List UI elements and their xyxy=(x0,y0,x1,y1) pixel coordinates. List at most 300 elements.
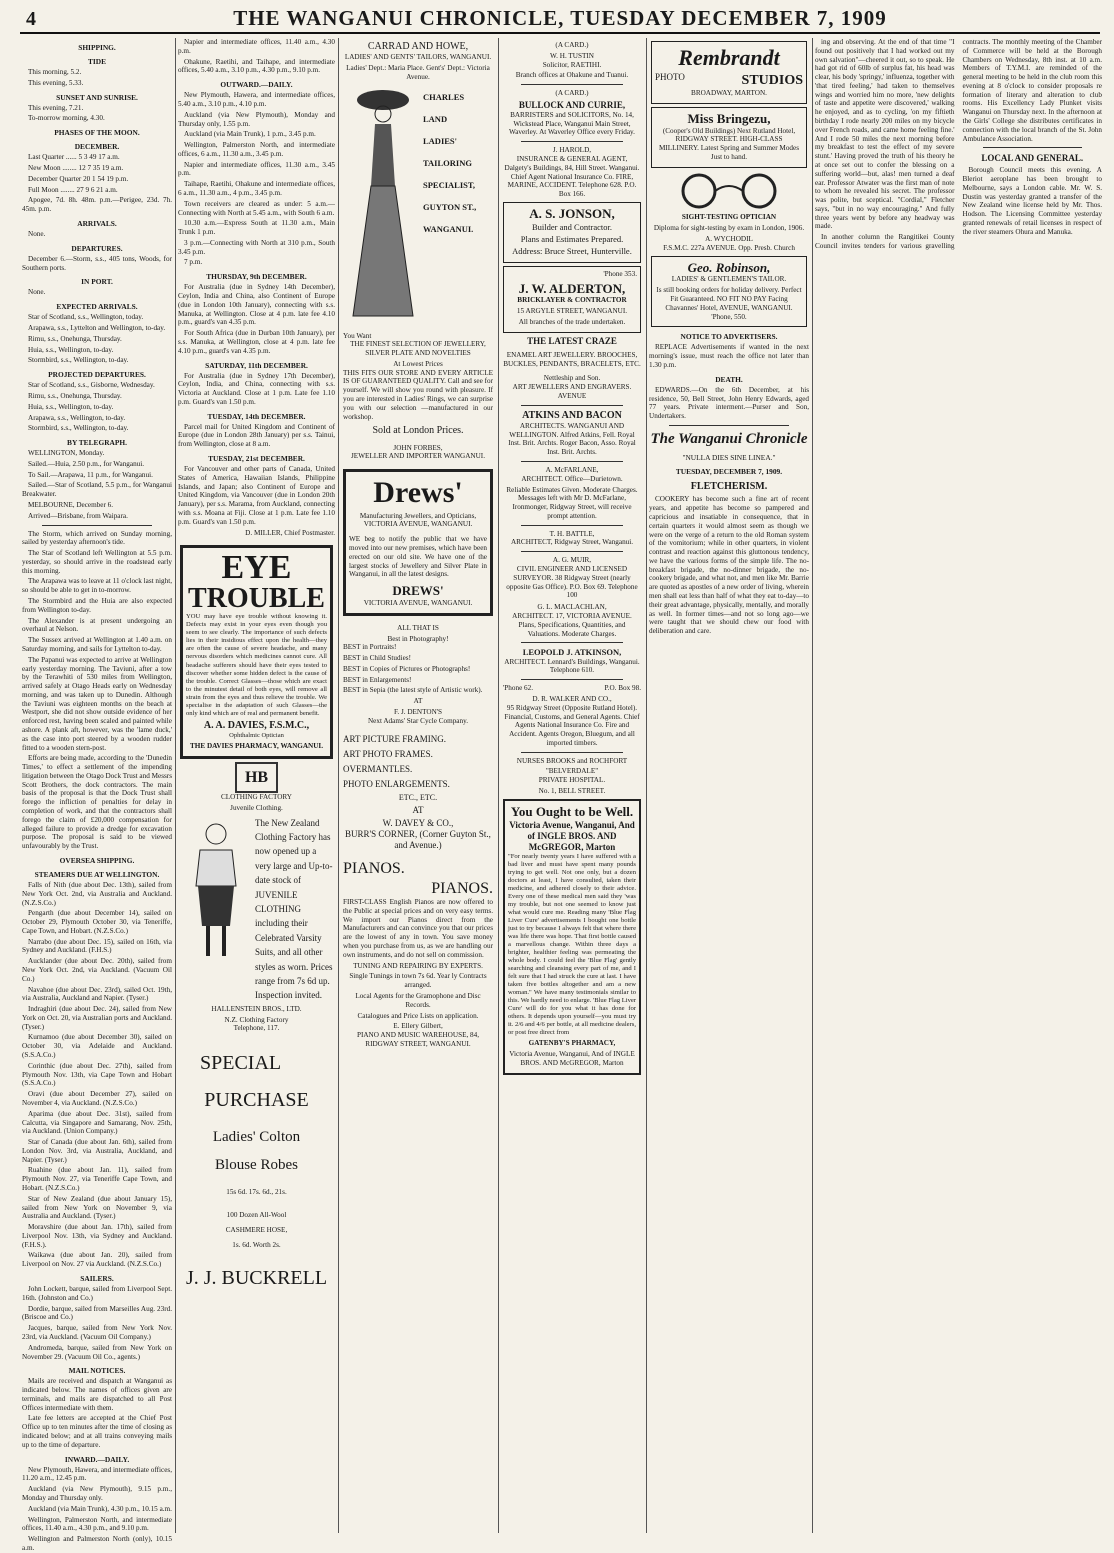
telegraph-line: Sailed.—Huia, 2.50 p.m., for Wanganui. xyxy=(28,459,145,468)
news-paragraph: The Papanui was expected to arrive at Wellington early yesterday morning. The Taviuni, after a tow by the Terawhiti of 530 miles from Wellington, arrived safely at Otago Heads early on Wednesday morning, and was taken up to Dunedin. Although the Taviuni was eighteen months on the beach at Westport, she did not show outside evidence of her enforced rest, having been scaled and painted while ashore. A plank aft, however, was the 'lame duck,' as the case into port steered by a wooden rudder fitted to a wooden stern-post. xyxy=(22,655,172,752)
news-paragraph: Efforts are being made, according to the 'Dunedin Times,' to effect a settlement of the impending litigation between the Otago Dock Trust and Messrs Scott Brothers, the dock contractors. The main basis of the proposal is that the Dock Trust shall forego the infliction of penalties for delay in completion of work, and that the contractors shall forego the claim of £20,000 compensation for alleged failure to provide a dredge for excavation purpose. The proposal is said to be viewed unfavourably by the Trust. xyxy=(22,754,172,851)
news-paragraph: The Star of Scotland left Wellington at 5.5 p.m. yesterday, so should arrive in the roadstead early this morning. xyxy=(22,549,172,575)
ad-line: STUDIOS xyxy=(741,72,803,88)
divider xyxy=(521,551,623,552)
ad-line: 100 Dozen All-Wool xyxy=(226,1211,287,1220)
ad-line: PRIVATE HOSPITAL. xyxy=(538,776,606,785)
ad-body: YOU may have eye trouble without knowing it. Defects may exist in your eyes even though you seem to see clearly. The importance of such defects lies in their insidious effect upon the health—they are often the cause of severe headache, and many nervous disorders which medicines cannot cure. All headache sufferers should have their eyes tested to discover whether some hidden defect is the cause of the trouble. Correct Glasses—those which are exact to the minutest detail of both eyes, will remove all strain from the eyes and thus relieve the trouble. We specialise in the adaptation of such Glasses—the only kind which are of real and permanent benefit. xyxy=(186,613,327,717)
card-name: A. McFARLANE, xyxy=(545,466,599,475)
harold-card xyxy=(503,146,641,199)
expected-line: Arapawa, s.s., Lyttelton and Wellington, to-day. xyxy=(28,324,166,332)
ad-body: Is still booking orders for holiday delivery. Perfect Fit Guaranteed. NO FIT NO PAY Facing Chavannes' Hotel, AVENUE, WANGANUI. 'Phone, 550. xyxy=(656,286,802,321)
column-mail-and-ads xyxy=(178,38,335,1533)
column-rule xyxy=(175,38,176,1533)
spectacles-icon xyxy=(659,171,799,211)
ad-subtitle: Victoria Avenue, Wanganui, And of INGLE BROS. AND McGREGOR, Marton xyxy=(509,819,635,852)
projected-line: Rimu, s.s., Onehunga, Thursday. xyxy=(28,391,122,400)
ad-side-line: GUYTON ST., xyxy=(423,202,477,212)
arrivals-text: None. xyxy=(28,230,46,238)
mail-line: New Plymouth, Hawera, and intermediate offices, 5.40 a.m., 3.10 p.m., 4.10 p.m. xyxy=(178,91,335,108)
ad-name: Geo. Robinson, xyxy=(687,259,771,275)
ad-line: THE FINEST SELECTION OF JEWELLERY, SILVER PLATE AND NOVELTIES xyxy=(350,340,486,358)
editorial-heading: FLETCHERISM. xyxy=(690,481,768,493)
expected-line: Star of Scotland, s.s., Wellington, today. xyxy=(28,313,144,322)
card-line: BRICKLAYER & CONTRACTOR xyxy=(517,296,627,305)
mail-line: Late fee letters are accepted at the Chief Post Office up to ten minutes after the time of closing as indicated below; and at all trains conveying mails up to the time of departure. xyxy=(22,1414,172,1449)
card-body: ARCHITECT. 17, VICTORIA AVENUE. Plans, Specifications, Quantities, and Valuations. Moderate Charges. xyxy=(512,611,632,638)
ad-side-line: SPECIALIST, xyxy=(423,179,476,190)
card-name: A. G. MUIR, xyxy=(552,556,592,565)
john-forbes-ad xyxy=(343,332,493,462)
card-subtitle: ARCHITECT. Office—Durietown. xyxy=(521,474,623,483)
card-line: All branches of the trade undertaken. xyxy=(518,318,626,327)
mail-date-heading: SATURDAY, 11th DECEMBER. xyxy=(205,360,308,370)
telegraph-line: MELBOURNE, December 6. xyxy=(28,501,114,509)
atkins-bacon-card xyxy=(503,410,641,457)
divider xyxy=(521,752,623,753)
ad-side-line: WANGANUI. xyxy=(423,224,474,235)
ad-list-item: BEST in Enlargements! xyxy=(343,675,412,684)
article-paragraph: In another column the Rangitikei County Council invites tenders for various gravelling contracts. The monthly meeting of the Chamber of Commerce will be held at the Borough Chambers on Wednesday, 8th inst. at 10 a.m. Members of T.Y.M.I. are reminded of the general meeting to be held in the club room this evening at 8 o'clock to consider proposals re formation of literary and alteration to club rooms. His Excellency Lady Plunket visits Wanganui on Thursday next. In the afternoon at the Girls' College she distributes certificates in connection with the local branch of the St. John Ambulance Association. xyxy=(815,38,1102,250)
card-name: T. H. BATTLE, xyxy=(549,529,595,538)
expected-line: Huia, s.s., Wellington, to-day. xyxy=(28,345,114,354)
ad-list-item: BEST in Sepia (the latest style of Artistic work). xyxy=(343,686,483,695)
ad-name: Nettleship and Son. xyxy=(543,374,601,383)
pianos-ad xyxy=(343,859,493,1049)
death-heading: DEATH. xyxy=(715,374,743,384)
card-box: P.O. Box 98. xyxy=(604,684,641,693)
ad-body: "For nearly twenty years I have suffered with a bad liver and must have spent many pounds trying to get well. Not one only, but a dozen doctors at least, I have consulted, taken their medicine, and adhered closely to their advice. Every one of these medical men said they 'was my trouble, but not one seemed to know just what would cure me. Reading many 'Blue Flag Liver Cure' advertisements I bought one bottle just to try because I always felt that where there was life there was hope. That first bottle caused a marvellous change. Within three days a brighter, healthier feeling was permeating the whole body. I could feel the 'Blue Flag' gently searching and cleansing every part of me, and I felt sure that I had struck the cure at last. I have taken five bottles altogether and am a new woman." We have many testimonials similar to this. We hardly need to enlarge. 'Blue Flag Liver Cure' will do for you what it has done for others. It depends upon yourself—you must try it. 2/6 and 4/6 per bottle, at all medicine dealers, or post free direct from xyxy=(508,852,636,1037)
card-body: Reliable Estimates Given. Moderate Charges. Messages left with Mr D. McFarlane, Ironmonger, Ridgway Street, will receive prompt attention. xyxy=(506,485,638,520)
atkinson-card xyxy=(503,647,641,675)
departures-text: December 6.—Storm, s.s., 405 tons, Woods, for Southern ports. xyxy=(22,254,172,272)
ad-title: EYE xyxy=(221,549,292,587)
nettleship-ad xyxy=(503,336,641,401)
ad-line: CASHMERE HOSE, xyxy=(225,1226,288,1235)
mail-line: Auckland (via New Plymouth), Monday and Thursday only, 1.55 p.m. xyxy=(178,110,335,128)
card-body: CIVIL ENGINEER AND LICENSED SURVEYOR. 38 Ridgway Street (nearly opposite Gas Office). P.O. Box 69. Telephone 100 xyxy=(506,565,638,600)
divider xyxy=(42,525,152,526)
ad-subtitle: PIANO AND MUSIC WAREHOUSE, 84, RIDGWAY STREET, WANGANUI. xyxy=(356,1031,480,1048)
oversea-line: Falls of Nith (due about Dec. 13th), sailed from New York Oct. 2nd, via Australia and Auckland. (N.Z.S.Co.) xyxy=(22,880,172,907)
mail-line: Town receivers are cleared as under: 5 a.m.—Connecting with North at 5.45 a.m., with South 6 a.m. xyxy=(178,199,335,217)
ad-name: J. J. BUCKRELL xyxy=(185,1266,328,1289)
mail-line: Wellington, Palmerston North, and intermediate offices, 11.40 a.m., 4.30 p.m., and 9.10 p.m. xyxy=(22,1515,172,1533)
card-name: D. R. WALKER AND CO., xyxy=(532,695,612,703)
mail-line: 10.30 a.m.—Express South at 11.30 a.m., Main Trunk 1 p.m. xyxy=(178,219,335,237)
oversea-line: Narrabo (due about Dec. 15), sailed on 16th, via Sydney and Auckland. (F.H.S.) xyxy=(22,937,172,955)
ad-name: N.Z. Clothing Factory xyxy=(224,1015,289,1024)
mail-line: New Plymouth, Hawera, and intermediate offices, 11.20 a.m., 12.45 p.m. xyxy=(22,1465,172,1483)
card-line: Plans and Estimates Prepared. xyxy=(520,234,624,245)
ad-title: THE LATEST CRAZE xyxy=(527,335,617,346)
card-subtitle: ARCHITECT, Ridgway Street, Wanganui. xyxy=(510,538,634,547)
page-number: 4 xyxy=(26,8,36,30)
mail-line: For Vancouver and other parts of Canada, United States of America, Hawaiian Islands, Philippine Islands, and Japan; also Continent of Europe and United Kingdom, via Vancouver (due in London 20th January), per s.s. Marama, from Auckland, connecting with s.s. Moana at Fiji. Close at 1 p.m. Late fee 1.10 p.m. Guard's van 1.50 p.m. xyxy=(178,465,335,526)
ad-title: Drews' xyxy=(373,476,463,510)
mail-line: Napier and intermediate offices, 11.30 a.m., 3.45 p.m. xyxy=(178,160,335,178)
ad-line: Ladies' Colton xyxy=(212,1128,301,1145)
ad-body: (Cooper's Old Buildings) Next Rutland Hotel, RIDGWAY STREET. HIGH-CLASS MILLINERY. Latest Spring and Summer Modes Just to hand. xyxy=(658,126,799,161)
telegraph-line: WELLINGTON, Monday. xyxy=(28,449,105,458)
mail-heading: MAIL NOTICES. xyxy=(68,1366,126,1376)
hb-logo: HB xyxy=(235,762,278,794)
article-paragraph: ing and observing. At the end of that time "I found out positively that I had worked out my own salvation"—cheered it out, so to speak. He had got rid of 60lb of surplus fat, his head was clear, his body 'springy,' influenza, together with 'that tired feeling,' had taken to themselves wings and worried him no more, 'new delights of taste and appetite were discovered,' walking he enjoyed, and as to cycling, 'on my fiftieth birthday I rode nearly 200 miles on my bicycle over French roads, and came home feeling fine.' And I rode 50 miles the next morning before my breakfast to test the effect of my severe stunt.' Having proved the truth of his theory he at once set out to confer the blessing on a suffering world—but, alas! men turned a deaf ear. Professor Atwater was the first man of note to whom he revealed his secret. The professor was polite, but sceptical. "Cordial," Fletcher says, "but in no way encouraging." And fully three years went by before any headway was made. xyxy=(815,38,955,231)
projected-departures-heading: PROJECTED DEPARTURES. xyxy=(48,370,146,380)
ad-subtitle: JEWELLER AND IMPORTER WANGANUI. xyxy=(351,452,485,461)
ad-line: Catalogues and Price Lists on application. xyxy=(357,1011,479,1020)
ad-subtitle: LADIES' AND GENTS' TAILORS, WANGANUI. xyxy=(344,53,492,62)
card-name: W. H. TUSTIN xyxy=(550,51,594,60)
ad-title: TROUBLE xyxy=(188,583,325,615)
editorial-masthead: The Wanganui Chronicle xyxy=(650,430,808,447)
telegraph-line: Sailed.—Star of Scotland, 5.5 p.m., for Wanganui Breakwater. xyxy=(22,481,172,499)
ad-side-line: LADIES' xyxy=(423,135,458,146)
ad-highlight: Sold at London Prices. xyxy=(372,425,464,437)
ad-body: THIS FITS OUR STORE AND EVERY ARTICLE IS OF GUARANTEED QUALITY. Call and see for yourself. We will show you round with pleasure. If you are interested in Ladies' Rings, we can surprise you with our selection —manufactured in our workshop. xyxy=(343,368,493,421)
denton-photography-ad xyxy=(343,624,493,726)
card-line: Builder and Contractor. xyxy=(531,221,613,232)
card-body: BARRISTERS and SOLICITORS, No. 14, Wickstead Place, Wanganui Main Street, Waverley. At Waverley Office every Friday. xyxy=(509,110,635,137)
battle-card xyxy=(503,530,641,548)
card-phone: 'Phone 62. xyxy=(503,684,534,693)
ad-subtitle: LADIES' & GENTLEMEN'S TAILOR. xyxy=(671,275,787,284)
projected-line: Star of Scotland, s.s., Gisborne, Wednesday. xyxy=(28,381,155,390)
buckrell-ad xyxy=(180,1051,333,1290)
shipping-heading: SHIPPING. xyxy=(78,43,116,52)
card-line: Address: Bruce Street, Hunterville. xyxy=(512,246,632,257)
ad-highlight: At Lowest Prices xyxy=(393,359,443,368)
card-name: LEOPOLD J. ATKINSON, xyxy=(522,647,622,658)
mail-line: For South Africa (due in Durban 10th January), per s.s. Manuka, at Wellington, close at 4 p.m. late fee 4.10 p.m., guard's van 4.35 p.m. xyxy=(178,329,335,355)
ad-line: NURSES BROOKS and ROCHFORT xyxy=(516,756,628,765)
expected-line: Stormbird, s.s., Wellington, to-day. xyxy=(28,356,129,365)
mail-date-heading: THURSDAY, 9th DECEMBER. xyxy=(206,272,307,282)
oversea-line: Aucklander (due about Dec. 20th), sailed from New York Oct. 2nd, via Auckland. (Vacuum Oil Co.) xyxy=(22,957,172,983)
news-paragraph: The Alexander is at present undergoing an overhaul at Nelson. xyxy=(22,616,172,634)
ad-address: BROADWAY, MARTON. xyxy=(691,88,767,97)
divider xyxy=(983,147,1083,148)
eye-trouble-ad xyxy=(180,545,333,758)
divider xyxy=(521,141,623,142)
moon-line: December Quarter 20 1 54 19 p.m. xyxy=(28,174,129,183)
local-general-heading: LOCAL AND GENERAL. xyxy=(981,153,1084,164)
column-rule xyxy=(338,38,339,1533)
ad-firm: HALLENSTEIN BROS., LTD. xyxy=(211,1004,302,1013)
robinson-tailor-ad xyxy=(651,256,807,328)
ad-body: The New Zealand Clothing Factory has now opened up a very large and Up-to-date stock of JUVENILE CLOTHING including their Celebrated Varsity Suits, and all other styles as worn. Prices range from 7s 6d up. Inspection invited. xyxy=(255,817,333,1001)
mail-subheading: OUTWARD.—DAILY. xyxy=(220,80,293,90)
column-rule xyxy=(646,38,647,1533)
ad-line: PHOTO ENLARGEMENTS. xyxy=(343,778,450,789)
moon-month: DECEMBER. xyxy=(74,142,120,152)
telegraph-line: Arrived—Brisbane, from Waipara. xyxy=(28,511,128,520)
divider xyxy=(521,642,623,643)
davey-framing-ad xyxy=(343,734,493,852)
tide-line: This morning, 5.2. xyxy=(28,68,82,77)
ad-title: Juvenile Clothing. xyxy=(230,803,283,812)
expected-arrivals-heading: EXPECTED ARRIVALS. xyxy=(56,302,138,312)
notice-text: REPLACE Advertisements if wanted in the next morning's issue, must reach the office not later than 1.30 p.m. xyxy=(649,343,809,369)
ad-side-line: CHARLES xyxy=(423,91,465,102)
sailer-line: Dordie, barque, sailed from Marseilles Aug. 23rd. (Briscoe and Co.) xyxy=(22,1304,172,1322)
ad-price: 15s 6d. 17s. 6d., 21s. xyxy=(226,1188,287,1197)
boy-illustration xyxy=(180,816,252,966)
ad-subtitle: Ophthalmic Optician xyxy=(229,731,284,739)
mail-line: Ohakune, Raetihi, and Taihape, and intermediate offices, 5.40 a.m., 3.10 p.m., 4.30 p.m., 9.10 p.m. xyxy=(178,57,335,75)
ad-line: PHOTO xyxy=(655,71,685,82)
oversea-line: Pengarth (due about December 14), sailed on October 29, Plymouth October 30, via Teneriffe, Cape Town, and Hobart. (N.Z.S.Co.) xyxy=(22,909,172,935)
sailer-line: Jacques, barque, sailed from New York Nov. 23rd, via Auckland. (Vacuum Oil Company.) xyxy=(22,1324,172,1341)
drews-ad xyxy=(343,469,493,616)
ad-subtitle: Next Adams' Star Cycle Company. xyxy=(367,716,469,725)
ad-name: Miss Bringezu, xyxy=(687,110,771,126)
ad-line: Single Tunings in town 7s 6d. Year ly Contracts arranged. xyxy=(349,972,487,990)
column-rule xyxy=(498,38,499,1533)
tide-heading: TIDE xyxy=(87,57,107,67)
hb-logo-caption: CLOTHING FACTORY xyxy=(220,793,292,802)
sailers-heading: SAILERS. xyxy=(80,1274,114,1283)
oversea-line: Oravi (due about December 27), sailed on November 4, via Auckland. (N.Z.S.Co.) xyxy=(22,1090,172,1107)
sun-line: To-morrow morning, 4.30. xyxy=(28,114,105,123)
ad-title: PIANOS. xyxy=(431,879,493,897)
ad-subtitle: VICTORIA AVENUE, WANGANUI. xyxy=(363,599,473,608)
ad-list-item: BEST in Portraits! xyxy=(343,643,397,652)
ad-line: OVERMANTLES. xyxy=(343,763,413,774)
divider xyxy=(521,525,623,526)
mail-line: Napier and intermediate offices, 11.40 a.m., 4.30 p.m. xyxy=(178,38,335,55)
carrad-howe-ad xyxy=(343,41,493,326)
card-name: J. W. ALDERTON, xyxy=(518,280,626,296)
wychodil-optician-ad xyxy=(651,171,807,253)
news-paragraph: The Sussex arrived at Wellington at 1.40 a.m. on Saturday morning, and sails for Lyttelton to-day. xyxy=(22,636,172,653)
ad-title: You Ought to be Well. xyxy=(510,803,634,819)
card-label: (A CARD.) xyxy=(555,89,589,98)
mcfarlane-card xyxy=(503,466,641,521)
ad-body: ENAMEL ART JEWELLERY. BROOCHES, BUCKLES, PENDANTS, BRACELETS, ETC. xyxy=(503,350,641,368)
divider xyxy=(521,405,623,406)
ad-name: F. J. DENTON'S xyxy=(393,708,443,717)
card-body: Branch offices at Ohakune and Tuanui. xyxy=(515,71,629,80)
death-notice: EDWARDS.—On the 6th December, at his residence, 50, Bell Street, John Henry Edwards, aged 77 years. Private interment.—Purser and Son, Undertakers. xyxy=(649,385,809,421)
ad-title: SIGHT-TESTING OPTICIAN xyxy=(681,213,777,222)
ad-line: ART PICTURE FRAMING. xyxy=(343,733,447,744)
card-name: BULLOCK AND CURRIE, xyxy=(518,99,626,110)
ad-subtitle: F.S.M.C. 227a AVENUE. Opp. Presb. Church xyxy=(663,243,795,252)
ad-list-item: BEST in Child Studies! xyxy=(343,654,411,663)
card-body: ARCHITECTS. WANGANUI AND WELLINGTON. Alfred Atkins, Fell. Royal Inst. Brit. Archts. Roger Bacon, Asso. Royal Inst. Brit. Archts. xyxy=(508,421,636,457)
oversea-heading: OVERSEA SHIPPING. xyxy=(59,855,135,865)
ad-name: W. DAVEY & CO., xyxy=(382,818,454,829)
jonson-card xyxy=(503,202,641,263)
ad-subtitle: ART JEWELLERS AND ENGRAVERS. AVENUE xyxy=(512,383,632,400)
sun-heading: SUNSET AND SUNRISE. xyxy=(56,92,138,102)
mail-line: Taihape, Raetihi, Ohakune and intermediate offices, 6 a.m., 11.30 a.m., 4 p.m., 3.45 p.m. xyxy=(178,180,335,197)
news-paragraph: The Stormbird and the Huia are also expected from Wellington to-day. xyxy=(22,597,172,614)
news-paragraph: The Arapawa was to leave at 11 o'clock last night, so should be able to get in to-morrow. xyxy=(22,577,172,595)
ad-name: A. WYCHODIL xyxy=(705,235,753,244)
projected-line: Stormbird, s.s., Wellington, to-day. xyxy=(28,424,129,433)
column-rule xyxy=(812,38,813,1533)
oversea-line: Kurnamoo (due about December 30), sailed on October 30, via Adelaide and Auckland. (S.S.A.Co.) xyxy=(22,1033,172,1060)
divider xyxy=(521,461,623,462)
oversea-line: Aparima (due about Dec. 31st), sailed from Calcutta, via Singapore and Samarang, Nov. 25th, via Auckland. (Union Company.) xyxy=(22,1109,172,1136)
ad-name: A. A. DAVIES, F.S.M.C., xyxy=(203,719,310,731)
ad-logo: Rembrandt xyxy=(678,45,780,70)
notice-heading: NOTICE TO ADVERTISERS. xyxy=(680,332,778,342)
masthead xyxy=(20,6,1100,34)
lady-illustration xyxy=(343,86,423,326)
ad-side-line: TAILORING xyxy=(423,157,472,168)
ad-name: CARRAD AND HOWE, xyxy=(367,41,469,52)
in-port-heading: IN PORT. xyxy=(81,277,113,287)
projected-line: Arapawa, s.s., Wellington, to-day. xyxy=(28,413,126,422)
ad-title: PIANOS. xyxy=(343,860,405,878)
ad-line: ETC., ETC. xyxy=(398,793,438,803)
mail-line: Auckland (via Main Trunk), 1 p.m., 3.45 p.m. xyxy=(184,130,316,139)
ad-body: Ladies' Dept.: Maria Place. Gent's' Dept.: Victoria Avenue. xyxy=(346,63,490,81)
ad-line: ART PHOTO FRAMES. xyxy=(343,748,433,759)
column-shipping xyxy=(22,38,172,1552)
column-professional-cards xyxy=(501,38,643,1533)
oversea-line: Star of New Zealand (due about January 15), sailed from New York on November 9, via Australia and Auckland. (Tyser.) xyxy=(22,1194,172,1221)
mail-line: Wellington, Palmerston North, and intermediate offices, 6 a.m., 11.30 a.m., 3.45 p.m. xyxy=(178,141,335,158)
editorial-paragraph: COOKERY has become such a fine art of recent years, and appetite has become so pampered and capricious and insatiable in consequence, that in certain quarters it would almost seem as though we were on the verge of a return to the old Roman system of the vomitorium; while in other quarters, in violent contrast and reaction against this gluttonous tendency, we have the various forms of the simple life. The no-breakfast brigade, the no-dinner brigade, the no-cookery brigade, and what not, and men like Mr. Barrie are quoted as apostles of a new order of living, wherein men shall eat less than half of what they eat to-day—to their great advantage, physically, mentally, and morally as well. In former times—and not so long ago—we were taught that we should chew our food with deliberation and care. xyxy=(649,495,809,636)
oversea-line: Moravshire (due about Jan. 17th), sailed from Liverpool Nov. 13th, via Sydney and Auckland. (F.H.S.). xyxy=(22,1223,172,1249)
ad-name: JOHN FORBES, xyxy=(393,443,443,452)
mail-line: For Australia (due in Sydney 14th December), Ceylon, India and China, also Continent of Europe (due in London 10th January), connecting with s.s. Manuka, at Wellington. Close at 4 p.m. late fee 4.10 p.m., guard's van 4.35 p.m. xyxy=(178,283,335,327)
card-name: ATKINS AND BACON xyxy=(522,409,622,421)
card-label: (A CARD.) xyxy=(555,41,589,49)
mail-line: 3 p.m.—Connecting with North at 310 p.m., South 3.45 p.m. xyxy=(178,238,335,256)
mail-line: Parcel mail for United Kingdom and Continent of Europe (due in London 28th January) per s.s. Tainui, from Wellington, close at 8 a.m. xyxy=(178,422,335,449)
oversea-line: Waikawa (due about Jan. 20), sailed from Liverpool on Nov. 27 via Auckland. (N.Z.S.Co.) xyxy=(22,1251,172,1269)
ad-name: "BELVERDALE" xyxy=(545,767,599,776)
oversea-line: Indraghiri (due about Dec. 24), sailed from New York on Oct. 20, via Australian ports and Auckland. (Tyser.) xyxy=(22,1005,172,1031)
ad-title: You Want xyxy=(343,331,372,340)
column-local-news xyxy=(815,38,1102,1533)
juvenile-clothing-ad xyxy=(180,762,333,1034)
card-body: 95 Ridgway Street (Opposite Rutland Hotel). Financial, Customs, and General Agents. Chief Agents National Insurance Co. Fire and Accident. Agents Oregon, Bluegum, and all imported timbers. xyxy=(504,703,640,747)
in-port-text: None. xyxy=(28,288,46,297)
divider xyxy=(669,425,789,426)
card-subtitle: Solicitor, RAETIHI. xyxy=(542,60,602,69)
moon-heading: PHASES OF THE MOON. xyxy=(54,128,140,138)
oversea-line: Navahoe (due about Dec. 23rd), sailed Oct. 19th, via Australia, Auckland and Napier. (Tyser.) xyxy=(22,985,172,1003)
ad-line: Local Agents for the Gramophone and Disc Records. xyxy=(355,991,481,1009)
moon-line: Full Moon ........ 27 9 6 21 a.m. xyxy=(28,185,118,194)
ad-list-item: BEST in Copies of Pictures or Photographs! xyxy=(343,664,471,673)
ad-line: AT xyxy=(413,697,423,706)
card-name: G. L. MACLACHLAN, xyxy=(537,603,607,612)
column-ads-3 xyxy=(341,38,495,1533)
mail-line: 7 p.m. xyxy=(184,258,203,267)
divider xyxy=(521,679,623,680)
sun-line: This evening, 7.21. xyxy=(28,103,84,112)
editorial-motto: "NULLA DIES SINE LINEA." xyxy=(682,453,776,463)
ad-side-line: LAND xyxy=(423,113,448,124)
bringezu-ad xyxy=(651,107,807,168)
card-body: ARCHITECT. Lennard's Buildings, Wanganui. Telephone 610. xyxy=(504,657,640,675)
ad-line: No. 1, BELL STREET. xyxy=(538,787,606,796)
editorial-date: TUESDAY, DECEMBER 7, 1909. xyxy=(675,467,783,477)
departures-heading: DEPARTURES. xyxy=(71,243,123,253)
tustin-card xyxy=(503,41,641,80)
card-line: 15 ARGYLE STREET, WANGANUI. xyxy=(516,307,628,316)
mail-date-heading: TUESDAY, 21st DECEMBER. xyxy=(208,454,305,464)
muir-card xyxy=(503,556,641,600)
belverdale-ad xyxy=(503,757,641,796)
card-name: J. HAROLD, xyxy=(552,146,592,155)
mail-line: Mails are received and dispatch at Wanganui as indicated below. The names of offices given are terminals, and mails are dispatched to all Post Offices intermediate with them. xyxy=(22,1377,172,1412)
ad-name: E. Ellery Gilbert, xyxy=(393,1022,443,1031)
ad-line: AT xyxy=(412,805,424,816)
local-paragraph: Borough Council meets this evening. A Bleriot aeroplane has been brought to Melbourne, says a London cable. Mr. W. S. Dustin was yesterday granted a transfer of the New Zealand wine license held by Mr. Thos. Hodson. The Licensing Committee yesterday granted renewals of retail licenses in respect of the river steamers Ohura and Manuka. xyxy=(962,166,1102,236)
ad-telephone: Telephone, 117. xyxy=(233,1024,280,1033)
mail-line: For Australia (due in Sydney 17th December), Ceylon, India, and China, connecting with s.s. Victoria at Auckland. Close at 1 p.m. Late fee 1.10 p.m. Guard's van 1.50 p.m. xyxy=(178,371,335,406)
news-paragraph: The Storm, which arrived on Sunday morning, sailed by yesterday afternoon's tide. xyxy=(22,529,172,547)
gatenby-pharmacy-ad xyxy=(503,799,641,1075)
moon-line: Apogee, 7d. 8h. 48m. p.m.—Perigee, 23d. 7h. 45m. p.m. xyxy=(22,196,172,214)
card-phone: 'Phone 353. xyxy=(603,269,637,278)
sailer-line: John Lockett, barque, sailed from Liverpool Sept. 16th. (Johnston and Co.) xyxy=(22,1285,172,1302)
ad-line: Manufacturing Jewellers, and Opticians, VICTORIA AVENUE, WANGANUI. xyxy=(359,511,477,529)
expected-line: Rimu, s.s., Onehunga, Thursday. xyxy=(28,334,122,343)
bullock-currie-card xyxy=(503,89,641,137)
moon-line: New Moon ........ 12 7 35 19 a.m. xyxy=(28,164,124,173)
column-editorial xyxy=(649,38,809,1533)
ad-line: ALL THAT IS xyxy=(397,623,439,632)
arrivals-heading: ARRIVALS. xyxy=(77,218,117,228)
oversea-line: Corinthic (due about Dec. 27th), sailed from Plymouth Nov. 13th, via Cape Town and Hobart (S.S.A.Co.) xyxy=(22,1061,172,1088)
telegraph-line: To Sail.—Arapawa, 11 p.m., for Wanganui. xyxy=(28,470,153,479)
oversea-line: Star of Canada (due about Jan. 6th), sailed from London Nov. 3rd, via Australia, Auckland, and Napier. (Tyser.) xyxy=(22,1138,172,1164)
newspaper-title: THE WANGANUI CHRONICLE, TUESDAY DECEMBER 7, 1909 xyxy=(233,6,887,30)
oversea-line: Ruahine (due about Jan. 11), sailed from Plymouth Nov. 27, via Teneriffe Cape Town, and Hobart. (N.Z.S.Co.) xyxy=(22,1166,172,1192)
ad-firm: THE DAVIES PHARMACY, WANGANUI. xyxy=(189,741,324,750)
ad-subtitle: BURR'S CORNER, (Corner Guyton St., and Avenue.) xyxy=(345,829,491,851)
moon-line: Last Quarter ...... 5 3 49 17 a.m. xyxy=(28,153,120,162)
ad-body: FIRST-CLASS English Pianos are now offered to the Public at special prices and on very easy terms. We import our Pianos direct from the Manufacturers and can convince you that our prices are the lowest of any in town. You save money when you purchase from us, as we are handling our own instruments, and do not sell on commission. xyxy=(343,898,493,959)
mail-line: Wellington and Palmerston North (only), 10.15 a.m. xyxy=(22,1535,172,1552)
mail-subheading: INWARD.—DAILY. xyxy=(64,1454,130,1464)
ad-line: PURCHASE xyxy=(204,1088,309,1111)
projected-line: Huia, s.s., Wellington, to-day. xyxy=(28,402,114,411)
ad-price: 1s. 6d. Worth 2s. xyxy=(232,1240,281,1249)
divider xyxy=(521,84,623,85)
card-name: A. S. JONSON, xyxy=(529,205,615,221)
mail-date-heading: TUESDAY, 14th DECEMBER. xyxy=(207,411,306,421)
mail-line: Auckland (via New Plymouth), 9.15 p.m., Monday and Thursday only. xyxy=(22,1485,172,1502)
walker-card xyxy=(503,684,641,747)
ad-title: Best in Photography! xyxy=(387,634,449,643)
ad-line: Blouse Robes xyxy=(215,1157,298,1174)
ad-body: WE beg to notify the public that we have moved into our new premises, which have been erected on our old site. We have one of the largest stocks of Jewellery and Silver Plate in Wanganui, in all the latest designs. xyxy=(349,535,487,579)
card-body: INSURANCE & GENERAL AGENT, Dalgety's Buildings, 84, Hill Street. Wanganui. Chief Agent National Insurance Co. FIRE, MARINE, ACCIDENT. Telephone 628. P.O. Box 166. xyxy=(504,155,640,199)
ad-name: DREWS' xyxy=(392,583,444,599)
telegraph-heading: BY TELEGRAPH. xyxy=(67,438,127,448)
ad-subtitle: Victoria Avenue, Wanganui, And of INGLE BROS. AND McGREGOR, Marton xyxy=(509,1050,635,1067)
sailer-line: Andromeda, barque, sailed from New York on November 29. (Vacuum Oil Co., agents.) xyxy=(22,1343,172,1361)
rembrandt-studios-ad xyxy=(651,41,807,104)
alderton-card xyxy=(503,266,641,333)
ad-name: GATENBY'S PHARMACY, xyxy=(528,1039,616,1048)
ad-line: Diploma for sight-testing by exam in London, 1906. xyxy=(653,224,805,233)
postmaster-signature: D. MILLER, Chief Postmaster. xyxy=(245,528,335,537)
ad-line: SPECIAL xyxy=(200,1052,282,1075)
oversea-subheading: STEAMERS DUE AT WELLINGTON. xyxy=(34,869,160,879)
ad-line: TUNING AND REPAIRING BY EXPERTS. xyxy=(353,961,483,970)
